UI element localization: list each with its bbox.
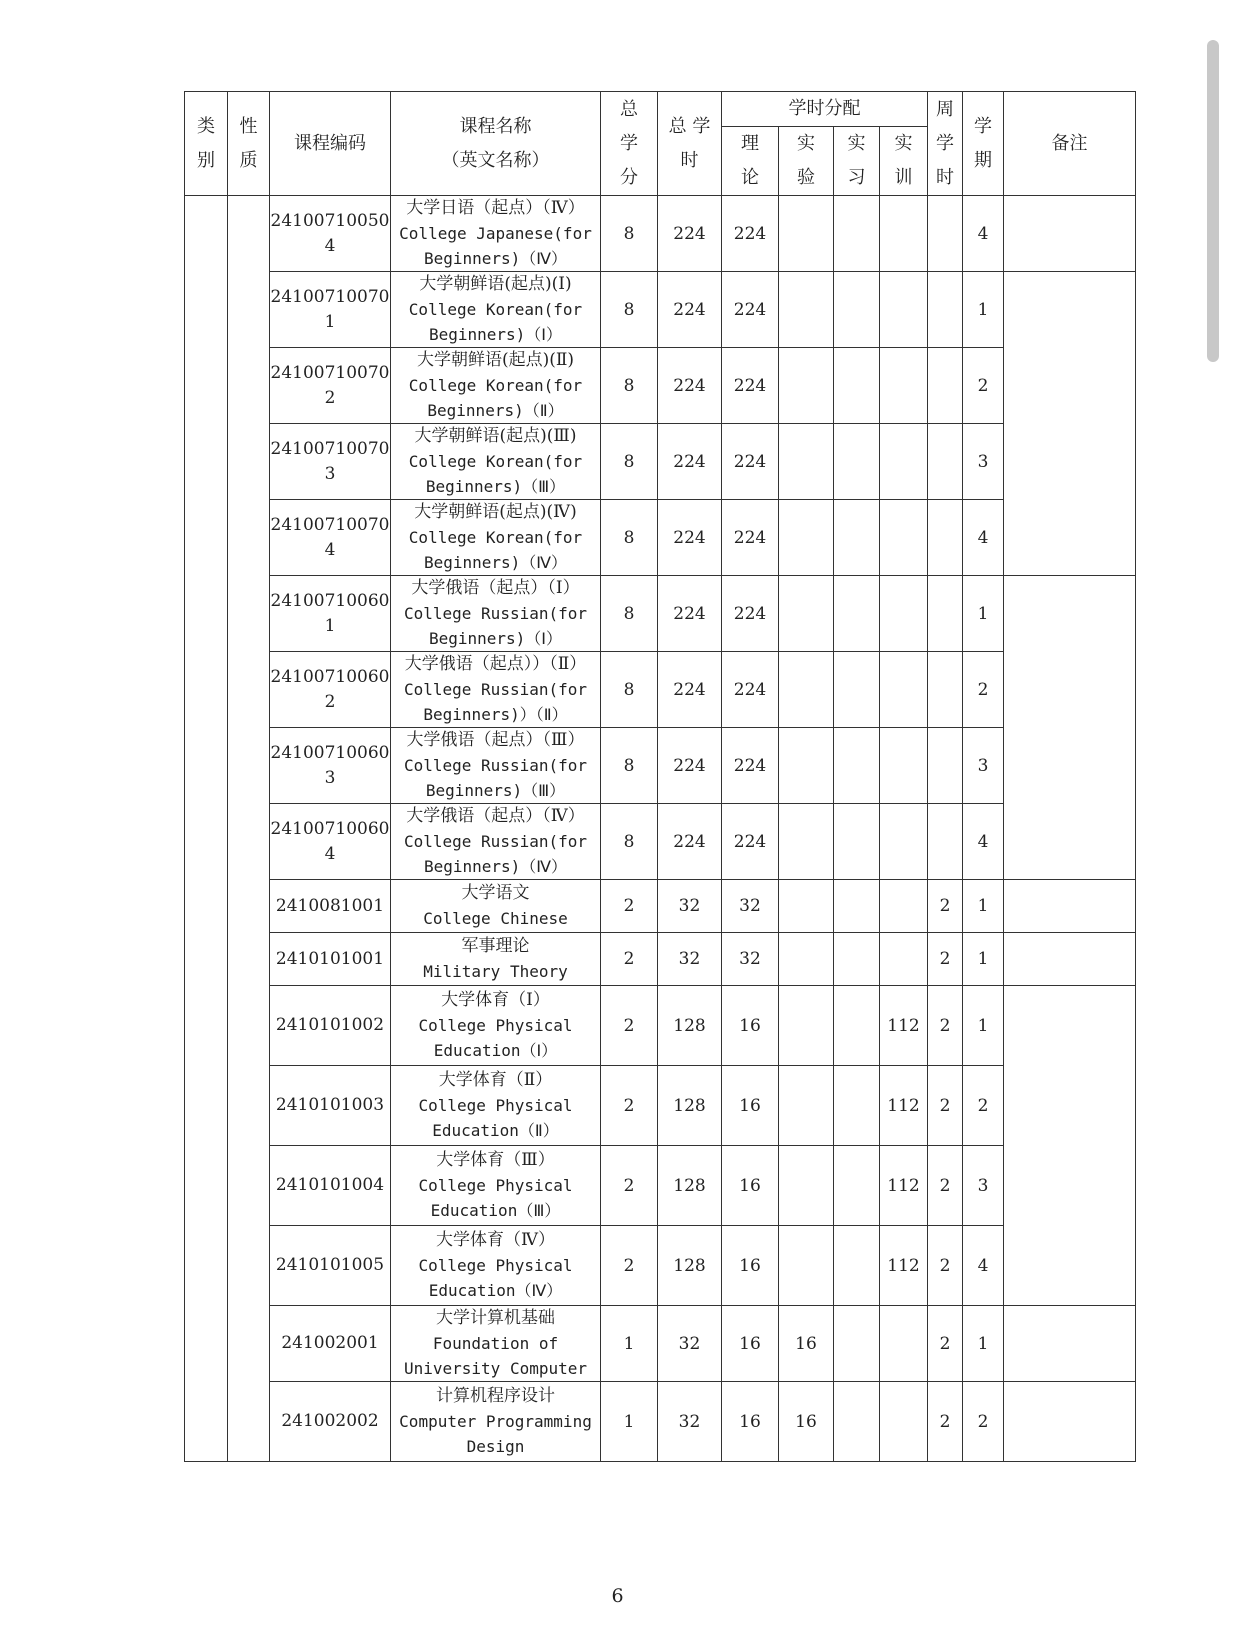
course-name-cn: 大学俄语（起点）（Ⅰ） bbox=[411, 578, 580, 598]
semester-cell: 4 bbox=[963, 1226, 1004, 1306]
header-theory: 理 论 bbox=[722, 127, 779, 196]
experiment-cell bbox=[779, 348, 834, 424]
course-name-en: College Korean(for bbox=[408, 452, 583, 471]
training-cell: 112 bbox=[880, 986, 928, 1066]
credits-cell: 8 bbox=[601, 500, 658, 576]
course-name-en: College Russian(for bbox=[403, 604, 588, 623]
theory-cell: 16 bbox=[722, 1066, 779, 1146]
course-code: 2410081001 bbox=[270, 880, 391, 933]
course-name-cn: 大学俄语（起点）（Ⅳ） bbox=[406, 806, 585, 826]
credits-cell: 2 bbox=[601, 933, 658, 986]
experiment-cell bbox=[779, 196, 834, 272]
nature-cell bbox=[228, 196, 270, 1462]
course-name bbox=[391, 933, 601, 986]
semester-cell: 4 bbox=[963, 804, 1004, 880]
experiment-cell bbox=[779, 652, 834, 728]
practice-cell bbox=[834, 986, 880, 1066]
weekly-cell: 2 bbox=[928, 880, 963, 933]
theory-cell: 16 bbox=[722, 1146, 779, 1226]
training-cell bbox=[880, 424, 928, 500]
course-name bbox=[391, 1066, 601, 1146]
practice-cell bbox=[834, 1066, 880, 1146]
course-name bbox=[391, 348, 601, 424]
experiment-cell bbox=[779, 1226, 834, 1306]
practice-cell bbox=[834, 1226, 880, 1306]
course-name bbox=[391, 804, 601, 880]
header-total-hours: 总 学 时 bbox=[658, 92, 722, 196]
course-name-cn: 大学朝鲜语(起点)(Ⅲ) bbox=[414, 426, 577, 446]
training-cell bbox=[880, 196, 928, 272]
course-name-en: College Russian(for bbox=[403, 680, 588, 699]
course-name bbox=[391, 424, 601, 500]
course-name-en: Beginners)（Ⅱ） bbox=[427, 401, 564, 420]
table-row bbox=[185, 1226, 1136, 1306]
practice-cell bbox=[834, 500, 880, 576]
weekly-cell bbox=[928, 196, 963, 272]
practice-cell bbox=[834, 348, 880, 424]
course-name bbox=[391, 1226, 601, 1306]
course-name bbox=[391, 272, 601, 348]
course-name-cn: 大学朝鲜语(起点)(Ⅱ) bbox=[416, 350, 575, 370]
course-name-en: Design bbox=[466, 1437, 525, 1456]
credits-cell: 8 bbox=[601, 424, 658, 500]
course-name bbox=[391, 576, 601, 652]
practice-cell bbox=[834, 1382, 880, 1462]
credits-cell: 2 bbox=[601, 1226, 658, 1306]
course-name-en: Education（Ⅱ） bbox=[432, 1121, 559, 1140]
weekly-cell: 2 bbox=[928, 1066, 963, 1146]
weekly-cell bbox=[928, 348, 963, 424]
theory-cell: 224 bbox=[722, 272, 779, 348]
total-cell: 224 bbox=[658, 804, 722, 880]
course-name bbox=[391, 1382, 601, 1462]
course-table bbox=[184, 91, 1136, 1462]
course-code: 241007100602 bbox=[270, 652, 391, 728]
course-code: 241007100603 bbox=[270, 728, 391, 804]
scrollbar[interactable] bbox=[1207, 40, 1219, 362]
remarks-cell bbox=[1004, 880, 1136, 933]
credits-cell: 2 bbox=[601, 986, 658, 1066]
course-name-en: College Physical bbox=[418, 1176, 573, 1195]
weekly-cell bbox=[928, 804, 963, 880]
theory-cell: 16 bbox=[722, 1306, 779, 1382]
credits-cell: 8 bbox=[601, 652, 658, 728]
course-name bbox=[391, 500, 601, 576]
credits-cell: 2 bbox=[601, 1066, 658, 1146]
course-name-en: Beginners)（Ⅰ） bbox=[428, 629, 563, 648]
header-weekly-hours: 周 学 时 bbox=[928, 92, 963, 196]
credits-cell: 2 bbox=[601, 1146, 658, 1226]
semester-cell: 1 bbox=[963, 986, 1004, 1066]
course-name-cn: 大学体育（Ⅰ） bbox=[441, 990, 550, 1010]
course-name-cn: 大学日语（起点）（Ⅳ） bbox=[406, 198, 585, 218]
semester-cell: 3 bbox=[963, 424, 1004, 500]
theory-cell: 16 bbox=[722, 1226, 779, 1306]
header-experiment: 实 验 bbox=[779, 127, 834, 196]
weekly-cell: 2 bbox=[928, 1226, 963, 1306]
semester-cell: 3 bbox=[963, 1146, 1004, 1226]
course-name-en: Education（Ⅳ） bbox=[428, 1281, 563, 1300]
remarks-cell bbox=[1004, 1306, 1136, 1382]
course-name-en: Military Theory bbox=[423, 962, 568, 981]
header-credits: 总 学 分 bbox=[601, 92, 658, 196]
total-cell: 32 bbox=[658, 1306, 722, 1382]
course-name-en: Beginners)）（Ⅱ） bbox=[423, 705, 568, 724]
experiment-cell: 16 bbox=[779, 1306, 834, 1382]
table-row bbox=[185, 880, 1136, 933]
weekly-cell: 2 bbox=[928, 986, 963, 1066]
theory-cell: 32 bbox=[722, 880, 779, 933]
remarks-cell bbox=[1004, 196, 1136, 272]
credits-cell: 8 bbox=[601, 348, 658, 424]
course-name-cn: 大学俄语（起点））（Ⅱ） bbox=[404, 654, 587, 674]
total-cell: 224 bbox=[658, 576, 722, 652]
practice-cell bbox=[834, 272, 880, 348]
total-cell: 224 bbox=[658, 196, 722, 272]
table-row bbox=[185, 272, 1136, 348]
semester-cell: 1 bbox=[963, 576, 1004, 652]
course-name-en: Beginners)（Ⅳ） bbox=[423, 553, 568, 572]
course-name-en: College Korean(for bbox=[408, 376, 583, 395]
table-row bbox=[185, 652, 1136, 728]
course-name-en: College Chinese bbox=[423, 909, 568, 928]
credits-cell: 8 bbox=[601, 272, 658, 348]
course-name-en: College Japanese(for bbox=[399, 224, 592, 243]
course-code: 2410101003 bbox=[270, 1066, 391, 1146]
remarks-cell bbox=[1004, 576, 1136, 880]
course-code: 241002002 bbox=[270, 1382, 391, 1462]
remarks-cell bbox=[1004, 1382, 1136, 1462]
course-code: 2410101001 bbox=[270, 933, 391, 986]
credits-cell: 2 bbox=[601, 880, 658, 933]
theory-cell: 224 bbox=[722, 576, 779, 652]
theory-cell: 224 bbox=[722, 500, 779, 576]
total-cell: 224 bbox=[658, 424, 722, 500]
header-remarks: 备注 bbox=[1004, 92, 1136, 196]
total-cell: 128 bbox=[658, 1146, 722, 1226]
total-cell: 32 bbox=[658, 1382, 722, 1462]
course-name bbox=[391, 986, 601, 1066]
training-cell: 112 bbox=[880, 1066, 928, 1146]
header-nature: 性 质 bbox=[228, 92, 270, 196]
theory-cell: 224 bbox=[722, 424, 779, 500]
course-table-body bbox=[185, 196, 1136, 1462]
table-row bbox=[185, 196, 1136, 272]
course-name-en: College Korean(for bbox=[408, 528, 583, 547]
course-name-en: Computer Programming bbox=[399, 1412, 592, 1431]
semester-cell: 2 bbox=[963, 348, 1004, 424]
total-cell: 224 bbox=[658, 652, 722, 728]
experiment-cell bbox=[779, 500, 834, 576]
header-semester: 学 期 bbox=[963, 92, 1004, 196]
credits-cell: 1 bbox=[601, 1382, 658, 1462]
table-row bbox=[185, 1066, 1136, 1146]
course-name bbox=[391, 1146, 601, 1226]
practice-cell bbox=[834, 652, 880, 728]
practice-cell bbox=[834, 576, 880, 652]
practice-cell bbox=[834, 933, 880, 986]
experiment-cell bbox=[779, 986, 834, 1066]
training-cell bbox=[880, 500, 928, 576]
practice-cell bbox=[834, 196, 880, 272]
course-name-en: College Physical bbox=[418, 1016, 573, 1035]
theory-cell: 224 bbox=[722, 804, 779, 880]
course-code: 2410101002 bbox=[270, 986, 391, 1066]
theory-cell: 16 bbox=[722, 986, 779, 1066]
experiment-cell bbox=[779, 728, 834, 804]
course-name-cn: 大学俄语（起点）（Ⅲ） bbox=[406, 730, 585, 750]
weekly-cell bbox=[928, 576, 963, 652]
header-practice: 实 习 bbox=[834, 127, 880, 196]
practice-cell bbox=[834, 728, 880, 804]
table-row bbox=[185, 986, 1136, 1066]
practice-cell bbox=[834, 1306, 880, 1382]
course-name-en: College Russian(for bbox=[403, 756, 588, 775]
practice-cell bbox=[834, 1146, 880, 1226]
table-row bbox=[185, 804, 1136, 880]
course-name-en: Beginners)（Ⅰ） bbox=[428, 325, 563, 344]
total-cell: 32 bbox=[658, 880, 722, 933]
course-name-en: College Korean(for bbox=[408, 300, 583, 319]
course-name-cn: 大学体育（Ⅱ） bbox=[438, 1070, 553, 1090]
experiment-cell bbox=[779, 272, 834, 348]
course-code: 241007100704 bbox=[270, 500, 391, 576]
experiment-cell bbox=[779, 424, 834, 500]
semester-cell: 1 bbox=[963, 272, 1004, 348]
course-name-cn: 大学体育（Ⅳ） bbox=[436, 1230, 555, 1250]
credits-cell: 1 bbox=[601, 1306, 658, 1382]
semester-cell: 1 bbox=[963, 933, 1004, 986]
weekly-cell bbox=[928, 728, 963, 804]
course-name-cn: 大学朝鲜语(起点)(Ⅰ) bbox=[419, 274, 572, 294]
course-code: 241007100604 bbox=[270, 804, 391, 880]
course-name bbox=[391, 728, 601, 804]
experiment-cell bbox=[779, 576, 834, 652]
header-distribution: 学时分配 bbox=[722, 92, 928, 127]
course-code: 241007100702 bbox=[270, 348, 391, 424]
course-name-en: University Computer bbox=[403, 1359, 588, 1378]
experiment-cell bbox=[779, 1146, 834, 1226]
training-cell: 112 bbox=[880, 1226, 928, 1306]
course-code: 241007100701 bbox=[270, 272, 391, 348]
semester-cell: 1 bbox=[963, 880, 1004, 933]
course-name-cn: 大学语文 bbox=[461, 883, 530, 903]
table-row bbox=[185, 1382, 1136, 1462]
experiment-cell bbox=[779, 880, 834, 933]
course-name-cn: 军事理论 bbox=[461, 936, 530, 956]
course-code: 2410101004 bbox=[270, 1146, 391, 1226]
practice-cell bbox=[834, 880, 880, 933]
header-category: 类 别 bbox=[185, 92, 228, 196]
course-code: 241007100504 bbox=[270, 196, 391, 272]
credits-cell: 8 bbox=[601, 196, 658, 272]
course-name-en: Education（Ⅲ） bbox=[430, 1201, 561, 1220]
course-code: 241002001 bbox=[270, 1306, 391, 1382]
training-cell bbox=[880, 348, 928, 424]
experiment-cell: 16 bbox=[779, 1382, 834, 1462]
total-cell: 32 bbox=[658, 933, 722, 986]
theory-cell: 224 bbox=[722, 728, 779, 804]
weekly-cell: 2 bbox=[928, 1306, 963, 1382]
remarks-cell bbox=[1004, 986, 1136, 1306]
course-name-en: College Physical bbox=[418, 1096, 573, 1115]
header-code: 课程编码 bbox=[270, 92, 391, 196]
experiment-cell bbox=[779, 933, 834, 986]
course-name-en: Beginners)（Ⅲ） bbox=[425, 781, 566, 800]
weekly-cell bbox=[928, 424, 963, 500]
total-cell: 224 bbox=[658, 348, 722, 424]
course-name-en: Beginners)（Ⅳ） bbox=[423, 857, 568, 876]
course-name-en: Beginners)（Ⅳ） bbox=[423, 249, 568, 268]
table-row bbox=[185, 348, 1136, 424]
theory-cell: 224 bbox=[722, 196, 779, 272]
semester-cell: 3 bbox=[963, 728, 1004, 804]
training-cell: 112 bbox=[880, 1146, 928, 1226]
experiment-cell bbox=[779, 804, 834, 880]
total-cell: 128 bbox=[658, 1066, 722, 1146]
course-name-cn: 大学朝鲜语(起点)(Ⅳ) bbox=[414, 502, 577, 522]
credits-cell: 8 bbox=[601, 728, 658, 804]
table-row bbox=[185, 933, 1136, 986]
training-cell bbox=[880, 652, 928, 728]
training-cell bbox=[880, 933, 928, 986]
training-cell bbox=[880, 1306, 928, 1382]
remarks-cell bbox=[1004, 933, 1136, 986]
course-name-en: Beginners)（Ⅲ） bbox=[425, 477, 566, 496]
course-code: 241007100601 bbox=[270, 576, 391, 652]
page-number: 6 bbox=[611, 1585, 624, 1607]
course-name-en: Education（Ⅰ） bbox=[433, 1041, 558, 1060]
course-code: 241007100703 bbox=[270, 424, 391, 500]
semester-cell: 2 bbox=[963, 652, 1004, 728]
practice-cell bbox=[834, 424, 880, 500]
training-cell bbox=[880, 728, 928, 804]
total-cell: 224 bbox=[658, 500, 722, 576]
training-cell bbox=[880, 804, 928, 880]
credits-cell: 8 bbox=[601, 804, 658, 880]
course-name-cn: 大学体育（Ⅲ） bbox=[436, 1150, 555, 1170]
weekly-cell bbox=[928, 500, 963, 576]
table-row bbox=[185, 576, 1136, 652]
semester-cell: 2 bbox=[963, 1382, 1004, 1462]
course-name-en: College Physical bbox=[418, 1256, 573, 1275]
training-cell bbox=[880, 272, 928, 348]
course-code: 2410101005 bbox=[270, 1226, 391, 1306]
course-name bbox=[391, 880, 601, 933]
total-cell: 128 bbox=[658, 986, 722, 1066]
course-name bbox=[391, 196, 601, 272]
table-row bbox=[185, 500, 1136, 576]
weekly-cell bbox=[928, 652, 963, 728]
training-cell bbox=[880, 880, 928, 933]
course-name-en: Foundation of bbox=[432, 1334, 559, 1353]
total-cell: 224 bbox=[658, 728, 722, 804]
theory-cell: 224 bbox=[722, 348, 779, 424]
semester-cell: 1 bbox=[963, 1306, 1004, 1382]
weekly-cell: 2 bbox=[928, 1146, 963, 1226]
course-name bbox=[391, 652, 601, 728]
theory-cell: 16 bbox=[722, 1382, 779, 1462]
course-name-cn: 大学计算机基础 bbox=[436, 1308, 555, 1328]
table-row bbox=[185, 1306, 1136, 1382]
weekly-cell: 2 bbox=[928, 933, 963, 986]
theory-cell: 224 bbox=[722, 652, 779, 728]
remarks-cell bbox=[1004, 272, 1136, 576]
semester-cell: 2 bbox=[963, 1066, 1004, 1146]
table-row bbox=[185, 728, 1136, 804]
practice-cell bbox=[834, 804, 880, 880]
semester-cell: 4 bbox=[963, 500, 1004, 576]
table-row bbox=[185, 1146, 1136, 1226]
course-name-en: College Russian(for bbox=[403, 832, 588, 851]
course-name-cn: 计算机程序设计 bbox=[436, 1386, 555, 1406]
course-name bbox=[391, 1306, 601, 1382]
total-cell: 224 bbox=[658, 272, 722, 348]
total-cell: 128 bbox=[658, 1226, 722, 1306]
credits-cell: 8 bbox=[601, 576, 658, 652]
weekly-cell bbox=[928, 272, 963, 348]
category-cell bbox=[185, 196, 228, 1462]
semester-cell: 4 bbox=[963, 196, 1004, 272]
training-cell bbox=[880, 1382, 928, 1462]
theory-cell: 32 bbox=[722, 933, 779, 986]
header-course-name: 课程名称 （英文名称） bbox=[391, 92, 601, 196]
header-training: 实 训 bbox=[880, 127, 928, 196]
table-row bbox=[185, 424, 1136, 500]
training-cell bbox=[880, 576, 928, 652]
weekly-cell: 2 bbox=[928, 1382, 963, 1462]
experiment-cell bbox=[779, 1066, 834, 1146]
